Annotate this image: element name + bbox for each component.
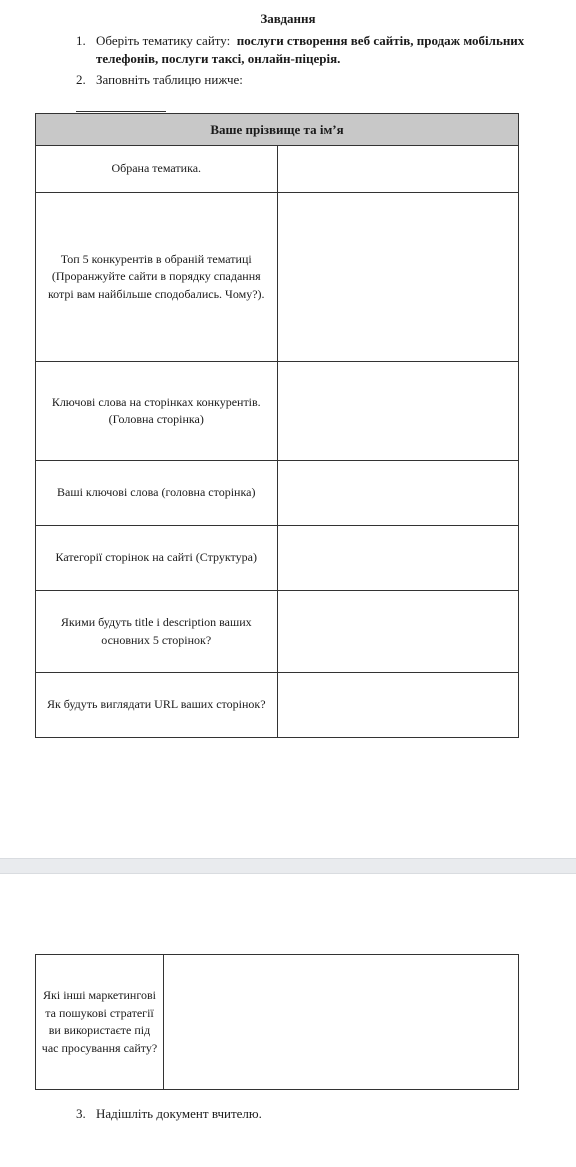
task-3-text: Надішліть документ вчителю. bbox=[96, 1106, 262, 1121]
table-row bbox=[36, 526, 519, 591]
row-label: Які інші маркетингові та пошукові стратегії ви використаєте під час просування сайту? bbox=[36, 955, 164, 1090]
task-3-number: 3. bbox=[76, 1106, 86, 1121]
task-1-number: 1. bbox=[76, 33, 86, 48]
table-row bbox=[36, 193, 519, 362]
answer-cell[interactable] bbox=[277, 673, 519, 738]
row-label: Як будуть виглядати URL ваших сторінок? bbox=[36, 673, 278, 738]
task-2-number: 2. bbox=[76, 72, 86, 87]
answer-cell[interactable] bbox=[164, 955, 519, 1090]
row-label: Якими будуть title і description ваших основних 5 сторінок? bbox=[36, 591, 278, 673]
task-3 bbox=[76, 1105, 546, 1123]
task-2-text: Заповніть таблицю нижче: bbox=[96, 72, 243, 87]
table-row bbox=[36, 955, 519, 1090]
row-label: Топ 5 конкурентів в обраній тематиці (Проранжуйте сайти в порядку спадання котрі вам найбільше сподобались. Чому?). bbox=[36, 193, 278, 362]
task-2 bbox=[76, 71, 546, 89]
table-header-name: Ваше прізвище та ім’я bbox=[36, 114, 519, 146]
answer-cell[interactable] bbox=[277, 362, 519, 461]
table-row bbox=[36, 362, 519, 461]
row-label: Категорії сторінок на сайті (Структура) bbox=[36, 526, 278, 591]
divider-line bbox=[76, 111, 166, 112]
row-label: Ваші ключові слова (головна сторінка) bbox=[36, 461, 278, 526]
document-title: Завдання bbox=[260, 11, 316, 26]
table-row bbox=[36, 461, 519, 526]
table-row bbox=[36, 673, 519, 738]
row-label: Ключові слова на сторінках конкурентів. (Головна сторінка) bbox=[36, 362, 278, 461]
task-1 bbox=[76, 32, 546, 68]
row-label: Обрана тематика. bbox=[36, 146, 278, 193]
table-row bbox=[36, 591, 519, 673]
table-row bbox=[36, 146, 519, 193]
task-1-text: Оберіть тематику сайту: bbox=[96, 33, 231, 48]
answer-cell[interactable] bbox=[277, 526, 519, 591]
answer-cell[interactable] bbox=[277, 591, 519, 673]
assignment-table-continued bbox=[35, 954, 519, 1090]
table-header-row bbox=[36, 114, 519, 146]
page-separator bbox=[0, 858, 576, 874]
answer-cell[interactable] bbox=[277, 461, 519, 526]
assignment-table bbox=[35, 113, 519, 738]
answer-cell[interactable] bbox=[277, 193, 519, 362]
answer-cell[interactable] bbox=[277, 146, 519, 193]
task-1-topics: послуги створення веб сайтів, продаж мобільних телефонів, послуги таксі, онлайн-піцерія. bbox=[96, 33, 525, 66]
